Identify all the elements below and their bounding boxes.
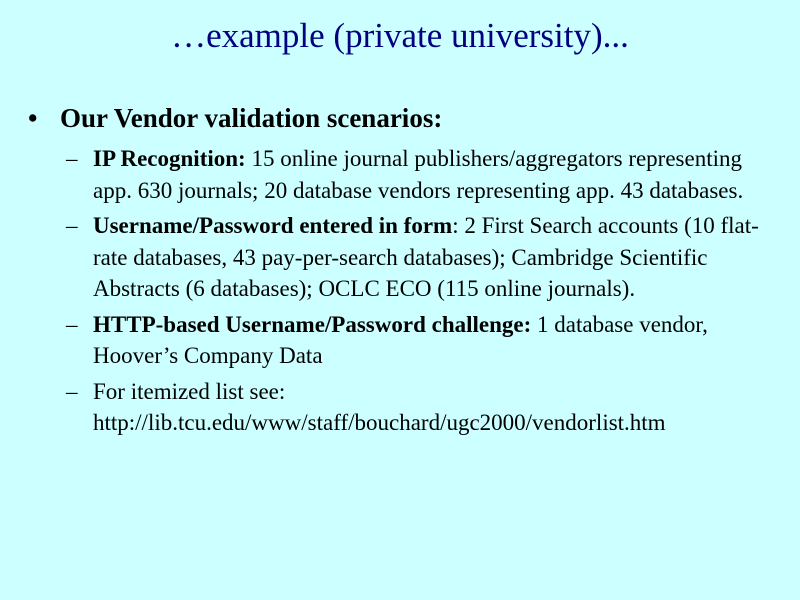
- sub-item-bold: IP Recognition:: [93, 146, 246, 171]
- bullet-dot: •: [28, 103, 38, 133]
- sub-item-body: : 2 First Search accounts (10 flat-rate databases, 43 pay-per-search databases); Cambridge Scientific Abstracts (6 databases); OCLC ECO (115 online journals).: [93, 213, 759, 301]
- sub-item-dash: –: [66, 311, 78, 337]
- sub-item-body: For itemized list see: http://lib.tcu.edu/www/staff/bouchard/ugc2000/vendorlist.htm: [93, 378, 666, 435]
- sub-item-dash: –: [66, 146, 78, 171]
- sub-item-itemized-list: [66, 376, 786, 439]
- sub-item-dash: –: [66, 378, 78, 404]
- sub-item-username-form: [66, 210, 786, 305]
- main-bullet: [28, 100, 442, 136]
- sub-item-dash: –: [66, 213, 78, 238]
- slide-title: …example (private university)...: [171, 16, 629, 55]
- sub-item-bold: HTTP-based Username/Password challenge:: [93, 311, 532, 337]
- sub-item-body: 15 online journal publishers/aggregators representing app. 630 journals; 20 database vendors representing app. 43 databases.: [93, 146, 744, 203]
- sub-item-http-challenge: [66, 309, 786, 372]
- sub-bullet-list: [66, 143, 786, 443]
- sub-item-ip-recognition: [66, 143, 786, 206]
- sub-item-text: [93, 376, 786, 439]
- sub-item-text: [93, 309, 786, 372]
- sub-item-body: 1 database vendor, Hoover’s Company Data: [93, 311, 708, 368]
- sub-item-text: [93, 143, 786, 206]
- sub-item-bold: Username/Password entered in form: [93, 213, 453, 238]
- sub-item-text: [93, 210, 786, 305]
- main-bullet-text: Our Vendor validation scenarios:: [60, 103, 443, 133]
